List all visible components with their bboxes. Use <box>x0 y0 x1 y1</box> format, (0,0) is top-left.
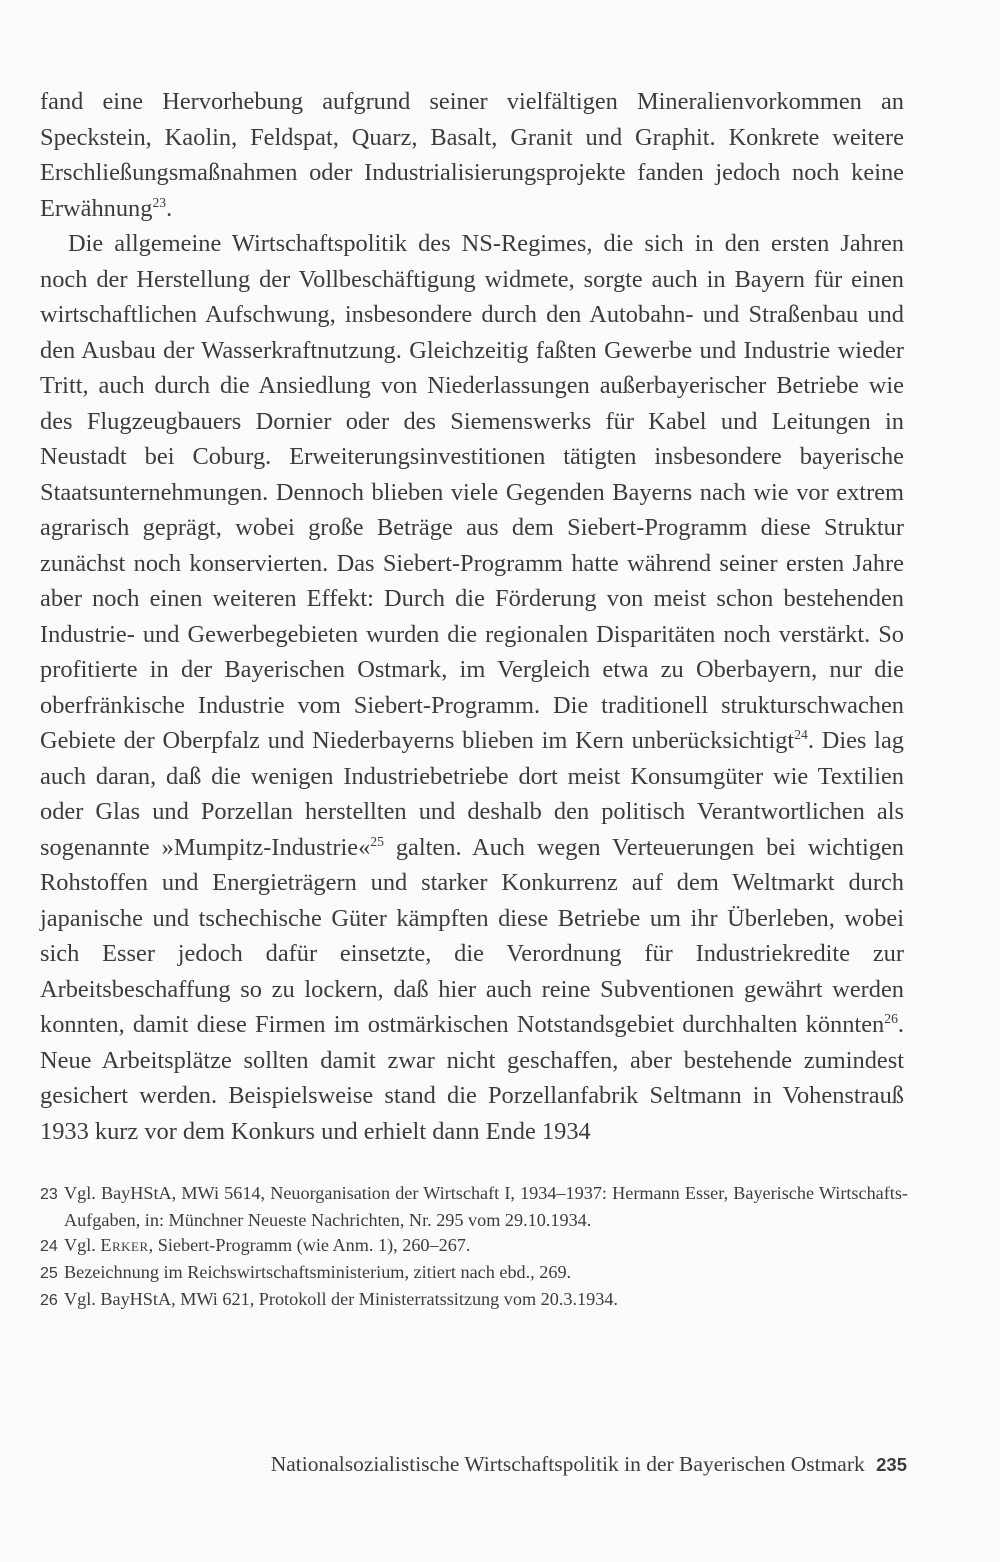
author-name: Erker <box>100 1235 149 1256</box>
text-run: . Dies lag auch daran, daß die wenigen Industriebetriebe dort meist Konsumgüter wie Textilien oder Glas und Porzellan herstellten und deshalb den politisch Verantwortlichen als sogenannte »Mumpitz-Industrie« <box>40 727 904 861</box>
footnote-text: Vgl. BayHStA, MWi 5614, Neuorganisation der Wirtschaft I, 1934–1937: Hermann Esser, Bayerische Wirtschafts-Aufgaben, in: Münchner Neueste Nachrichten, Nr. 295 vom 29.10.1934. <box>64 1183 908 1230</box>
running-footer <box>271 1452 907 1477</box>
footnote <box>40 1260 908 1287</box>
footnote-reference[interactable]: 25 <box>370 833 384 849</box>
footnote-number: 25 <box>40 1265 58 1283</box>
footnote-text: , Siebert-Programm (wie Anm. 1), 260–267. <box>148 1235 471 1256</box>
footnote-text: Bezeichnung im Reichswirtschaftsministerium, zitiert nach ebd., 269. <box>64 1262 572 1283</box>
text-run: . <box>166 194 173 222</box>
main-text <box>40 84 904 1149</box>
paragraph <box>40 226 904 1149</box>
footnote-text: Vgl. BayHStA, MWi 621, Protokoll der Ministerratssitzung vom 20.3.1934. <box>64 1288 618 1309</box>
text-run: Die allgemeine Wirtschaftspolitik des NS-Regimes, die sich in den ersten Jahren noch der Herstellung der Vollbeschäftigung widmete, sorgte auch in Bayern für einen wirtschaftlichen Aufschwung, insbesondere durch den Autobahn- und Straßenbau und den Ausbau der Wasserkraftnutzung. Gleichzeitig faßten Gewerbe und Industrie wieder Tritt, auch durch die Ansiedlung von Niederlassungen außerbayerischer Betriebe wie des Flugzeugbauers Dornier oder des Siemenswerks für Kabel und Leitungen in Neustadt bei Coburg. Erweiterungsinvestitionen tätigten insbesondere bayerische Staatsunternehmungen. Dennoch blieben viele Gegenden Bayerns nach wie vor extrem agrarisch geprägt, wobei große Beträge aus dem Siebert-Programm diese Struktur zunächst noch konservierten. Das Siebert-Programm hatte während seiner ersten Jahre aber noch einen weiteren Effekt: Durch die Förderung von meist schon bestehenden Industrie- und Gewerbegebieten wurden die regionalen Disparitäten noch verstärkt. So profitierte in der Bayerischen Ostmark, im Vergleich etwa zu Oberbayern, nur die oberfränkische Industrie vom Siebert-Programm. Die traditionell strukturschwachen Gebiete der Oberpfalz und Niederbayerns blieben im Kern unberücksichtigt <box>40 230 904 754</box>
footnote-reference[interactable]: 26 <box>884 1010 898 1026</box>
footnote-text: Vgl. <box>64 1235 101 1256</box>
footnote-number: 26 <box>40 1291 58 1309</box>
page-number: 235 <box>876 1454 907 1475</box>
footnotes <box>40 1181 908 1314</box>
footnote <box>40 1181 908 1233</box>
footnote-reference[interactable]: 23 <box>152 194 167 210</box>
footnote-reference[interactable]: 24 <box>794 726 808 742</box>
running-title: Nationalsozialistische Wirtschaftspolitik in der Bayerischen Ostmark <box>270 1452 865 1476</box>
paragraph <box>40 84 904 226</box>
footnote <box>40 1287 908 1314</box>
text-run: galten. Auch wegen Verteuerungen bei wichtigen Rohstoffen und Energieträgern und starker Konkurrenz auf dem Weltmarkt durch japanische und tschechische Güter kämpften diese Betriebe um ihr Überleben, wobei sich Esser jedoch dafür einsetzte, die Verordnung für Industriekredite zur Arbeitsbeschaffung so zu lockern, daß hier auch reine Subventionen gewährt werden konnten, damit diese Firmen im ostmärkischen Notstandsgebiet durchhalten könnten <box>40 833 904 1038</box>
footnote <box>40 1233 908 1260</box>
footnote-number: 23 <box>40 1186 58 1203</box>
footnote-number: 24 <box>40 1238 58 1256</box>
text-run: fand eine Hervorhebung aufgrund seiner vielfältigen Mineralienvorkommen an Speckstein, Kaolin, Feldspat, Quarz, Basalt, Granit und Graphit. Konkrete weitere Erschließungsmaßnahmen oder Industrialisierungsprojekte fanden jedoch noch keine Erwähnung <box>40 88 904 222</box>
text-run: . Neue Arbeitsplätze sollten damit zwar nicht geschaffen, aber bestehende zumindest gesichert werden. Beispielsweise stand die Porzellanfabrik Seltmann in Vohenstrauß 1933 kurz vor dem Konkurs und erhielt dann Ende 1934 <box>40 1011 904 1145</box>
